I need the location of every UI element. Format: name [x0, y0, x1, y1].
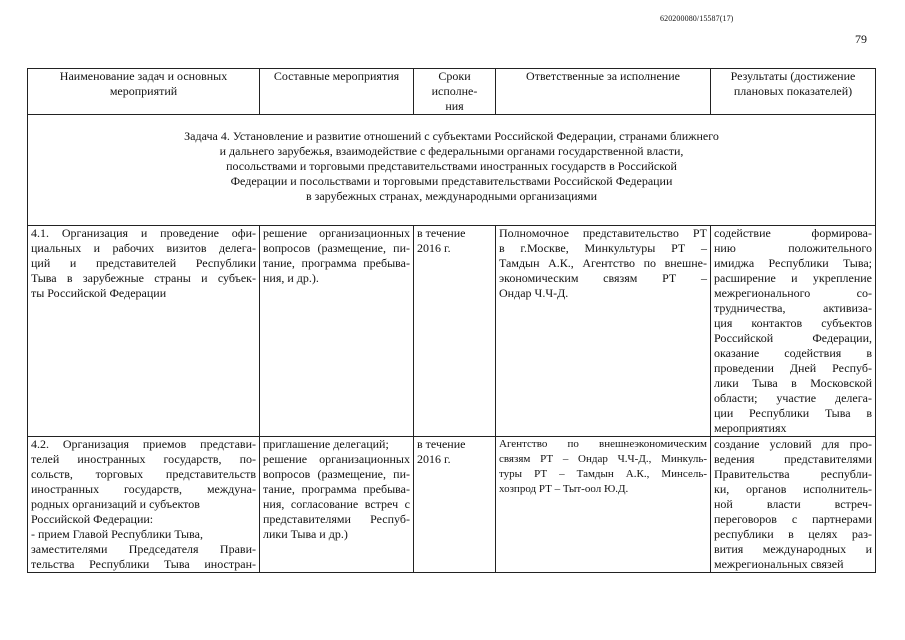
task-title: Задача 4. Установление и развитие отношений с субъектами Российской Федерации, странами ближнего и дальнего зарубежья, взаимодействие с федеральными органами государственной власти, посольствами и торговыми представительствами иностранных государств в Российской Федерации и посольствами и торговыми представительствами Российской Федерации в зарубежных странах, международными организациями	[28, 115, 876, 226]
column-header-name: Наименование задач и основных мероприятий	[28, 69, 260, 115]
column-header-activities: Составные мероприятия	[260, 69, 414, 115]
row-activities-cell: решение организационных вопросов (размещение, пи- тание, программа пребыва- ния, и др.).	[260, 226, 414, 437]
row-responsible-cell: Полномочное представительство РТ в г.Москве, Минкультуры РТ – Тамдын А.К., Агентство по внешне- экономическим связям РТ – Ондар Ч.Ч-Д.	[496, 226, 711, 437]
column-header-deadline: Сроки исполне- ния	[414, 69, 496, 115]
row-results-cell: содействие формирова- нию положительного имиджа Республики Тыва; расширение и укрепление межрегионального со- трудничества, активиза- ция контактов субъектов Российской Федерации, оказание содействия в проведении Дней Респуб- лики Тыва в Московской области; участие делега- ции Республики Тыва в мероприятиях	[711, 226, 876, 437]
table-header-row	[28, 69, 876, 115]
page-number: 79	[855, 32, 867, 46]
row-responsible-cell: Агентство по внешнеэкономическим связям РТ – Ондар Ч.Ч-Д., Минкуль- туры РТ – Тамдын А.К., Минсель- хозпрод РТ – Тыт-оол Ю.Д.	[496, 437, 711, 573]
table-row	[28, 226, 876, 437]
table-row	[28, 437, 876, 573]
activities-table	[27, 68, 876, 573]
row-activities-cell: приглашение делегаций; решение организационных вопросов (размещение, пи- тание, программа пребыва- ния, согласование встреч с представителями Респуб- лики Тыва и др.)	[260, 437, 414, 573]
column-header-responsible: Ответственные за исполнение	[496, 69, 711, 115]
task-section-row	[28, 115, 876, 226]
document-code: 620200080/15587(17)	[660, 14, 734, 23]
row-results-cell: создание условий для про- ведения представителями Правительства республи- ки, органов исполнитель- ной власти встреч- переговоров с партнерами республики в целях раз- вития международных и межрегиональных связей	[711, 437, 876, 573]
column-header-results: Результаты (достижение плановых показателей)	[711, 69, 876, 115]
row-deadline-cell: в течение 2016 г.	[414, 437, 496, 573]
row-name-cell: 4.2. Организация приемов представи- телей иностранных государств, по- сольств, торговых представительств иностранных государств, междуна- родных организаций и субъектов Российской Федерации: - прием Главой Республики Тыва, заместителями Председателя Прави- тельства Республики Тыва иностран-	[28, 437, 260, 573]
row-name-cell: 4.1. Организация и проведение офи- циальных и рабочих визитов делега- ций и представителей Республики Тыва в зарубежные страны и субъек- ты Российской Федерации	[28, 226, 260, 437]
row-deadline-cell: в течение 2016 г.	[414, 226, 496, 437]
